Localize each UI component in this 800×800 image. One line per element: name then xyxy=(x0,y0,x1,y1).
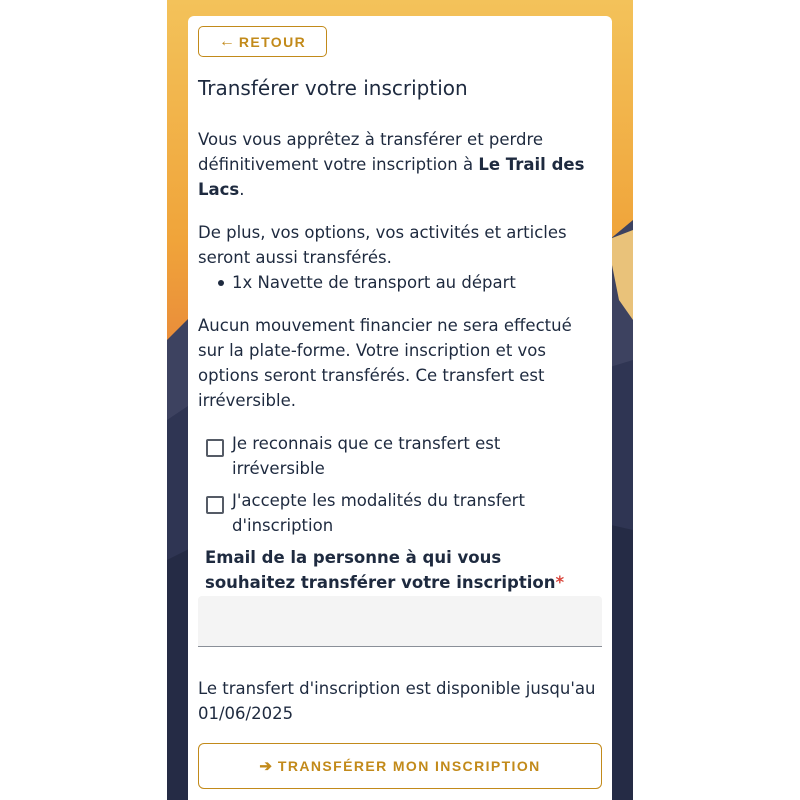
checkbox-irreversible-label: Je reconnais que ce transfert est irréversible xyxy=(232,434,501,478)
arrow-right-icon: ➔ xyxy=(259,758,272,775)
event-name: Le Trail des Lacs xyxy=(198,155,585,199)
transfer-button-label: TRANSFÉRER MON INSCRIPTION xyxy=(277,758,541,774)
intro-text-after: . xyxy=(239,180,245,199)
email-input[interactable] xyxy=(198,596,602,647)
intro-text-before: Vous vous apprêtez à transférer et perdre définitivement votre inscription à xyxy=(198,130,544,174)
notice-text: Aucun mouvement financier ne sera effectué sur la plate-forme. Votre inscription et vos options seront transférés. Ce transfert est irréversible. xyxy=(198,316,572,410)
checkbox-irreversible[interactable] xyxy=(206,439,224,457)
intro-text xyxy=(198,127,598,202)
checkbox-terms-label: J'accepte les modalités du transfert d'inscription xyxy=(232,491,525,535)
back-button[interactable] xyxy=(198,26,327,57)
back-button-label: RETOUR xyxy=(238,33,307,50)
options-text: De plus, vos options, vos activités et articles seront aussi transférés. xyxy=(198,223,567,267)
email-field-label xyxy=(205,545,595,595)
app-viewport xyxy=(167,0,633,800)
transfer-button[interactable] xyxy=(198,743,602,789)
transfer-card xyxy=(188,16,612,800)
required-mark: * xyxy=(555,573,565,592)
checkbox-irreversible-row[interactable] xyxy=(206,431,596,481)
email-label-text: Email de la personne à qui vous souhaitez transférer votre inscription xyxy=(205,548,556,592)
arrow-left-icon: ← xyxy=(218,32,235,50)
options-list xyxy=(216,270,516,295)
list-item: 1x Navette de transport au départ xyxy=(216,270,516,295)
availability-text: Le transfert d'inscription est disponible jusqu'au 01/06/2025 xyxy=(198,679,596,723)
checkbox-terms[interactable] xyxy=(206,496,224,514)
page-title: Transférer votre inscription xyxy=(198,76,468,100)
checkbox-terms-row[interactable] xyxy=(206,488,596,538)
